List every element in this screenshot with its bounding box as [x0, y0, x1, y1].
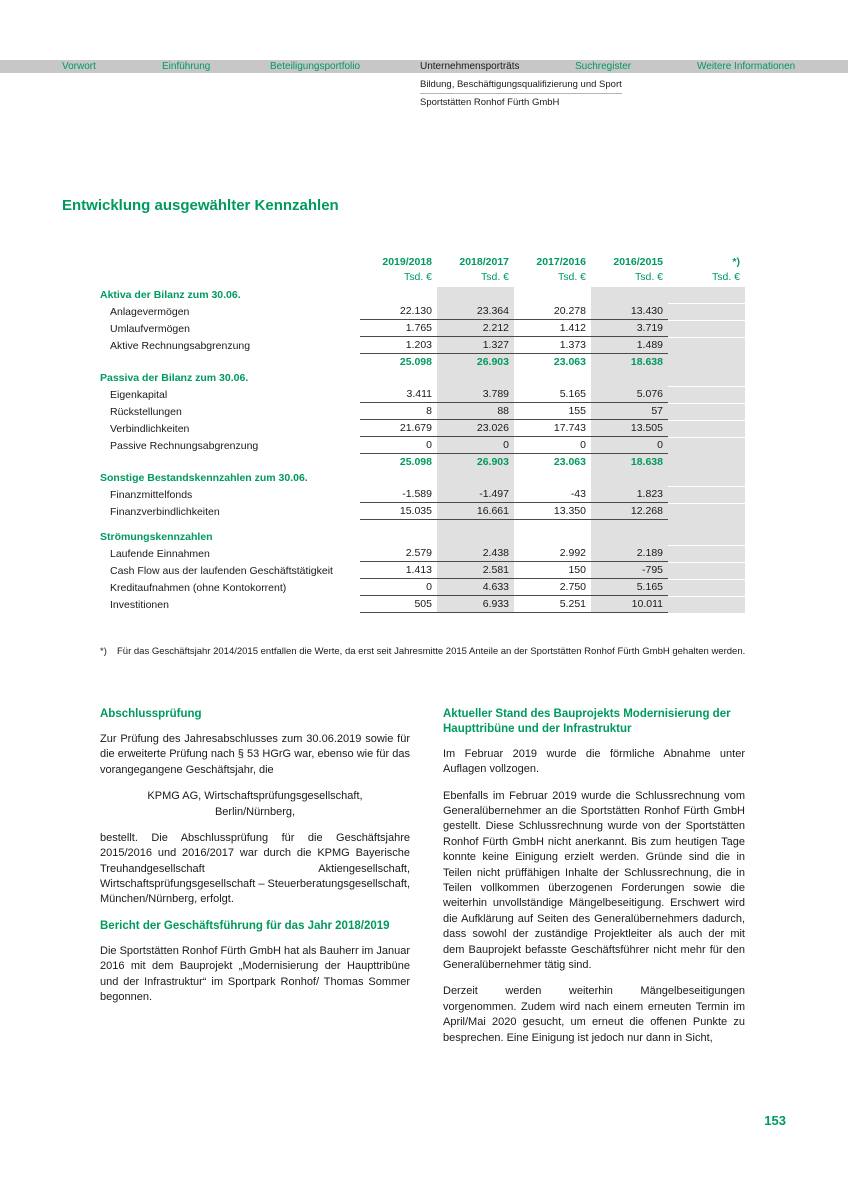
row-value: 5.165 — [591, 579, 668, 596]
heading-abschlusspruefung: Abschlussprüfung — [100, 708, 202, 720]
row-value: 26.903 — [437, 454, 514, 470]
row-value — [591, 370, 668, 386]
row-value: 16.661 — [437, 503, 514, 520]
row-value: 18.638 — [591, 454, 668, 470]
row-value: 88 — [437, 403, 514, 420]
heading-bericht-geschaeftsfuehrung: Bericht der Geschäftsführung für das Jahr 2018/2019 — [100, 919, 390, 932]
row-value — [668, 597, 745, 613]
table-row-item-17 — [100, 562, 745, 579]
row-value — [668, 470, 745, 486]
kennzahlen-table — [100, 254, 745, 613]
nav-item-weitere-informationen[interactable]: Weitere Informationen — [697, 61, 796, 72]
breadcrumb-category: Bildung, Beschäftigungsqualifizierung und Sport — [420, 79, 622, 94]
row-value: 5.076 — [591, 386, 668, 403]
row-value: 21.679 — [360, 420, 437, 437]
table-row-item-18 — [100, 579, 745, 596]
row-value — [437, 287, 514, 303]
table-row-item-19 — [100, 596, 745, 613]
row-value: 23.364 — [437, 303, 514, 320]
row-value: -1.497 — [437, 486, 514, 503]
column-unit-4: Tsd. € — [711, 271, 740, 283]
row-value — [514, 287, 591, 303]
column-year-1: 2018/2017 — [459, 256, 509, 268]
row-value: 4.633 — [437, 579, 514, 596]
row-label: Laufende Einnahmen — [110, 548, 210, 560]
table-row-spacer-14 — [100, 520, 745, 529]
row-value: 1.413 — [360, 562, 437, 579]
row-value: 1.327 — [437, 337, 514, 354]
nav-item-suchregister[interactable]: Suchregister — [575, 61, 632, 72]
row-value — [668, 287, 745, 303]
column-unit-3: Tsd. € — [634, 271, 663, 283]
row-value — [514, 370, 591, 386]
row-value — [360, 529, 437, 545]
row-value — [668, 504, 745, 520]
row-value — [668, 338, 745, 354]
row-label: Finanzmittelfonds — [110, 489, 193, 501]
row-value: 13.505 — [591, 420, 668, 437]
row-value — [437, 470, 514, 486]
row-value: 2.438 — [437, 545, 514, 562]
row-value: 150 — [514, 562, 591, 579]
table-header-units — [100, 269, 745, 287]
table-row-item-3 — [100, 337, 745, 354]
row-value — [668, 421, 745, 437]
row-value: 15.035 — [360, 503, 437, 520]
paragraph-pruefung: Zur Prüfung des Jahresabschlusses zum 30.06.2019 sowie für die erweiterte Prüfung nach § 53 HGrG war, ebenso wie für das vorangegangene Geschäftsjahr, die — [100, 732, 410, 776]
row-value: 25.098 — [399, 456, 432, 468]
row-value: 57 — [591, 403, 668, 420]
row-value: 18.638 — [591, 354, 668, 370]
row-value — [668, 404, 745, 420]
column-year-2: 2017/2016 — [536, 256, 586, 268]
row-value: 0 — [591, 437, 668, 454]
row-value — [360, 370, 437, 386]
row-section-label: Aktiva der Bilanz zum 30.06. — [100, 289, 241, 301]
kpmg-line1: KPMG AG, Wirtschaftsprüfungsgesellschaft, — [147, 790, 363, 803]
nav-item-vorwort[interactable]: Vorwort — [62, 61, 96, 72]
paragraph-maengelbeseitigung: Derzeit werden weiterhin Mängelbeseitigungen vorgenommen. Zudem wird nach einem erneuten Termin im April/Mai 2020 gesucht, um erneut die offenen Punkte zu besprechen. Eine Einigung ist jedoch nur dann in Sicht, — [443, 985, 745, 1044]
table-corner — [100, 255, 360, 269]
table-row-item-7 — [100, 403, 745, 420]
table-corner-units — [100, 274, 360, 287]
row-value — [591, 287, 668, 303]
row-value — [437, 529, 514, 545]
row-value: 23.063 — [553, 356, 586, 368]
row-value: 505 — [360, 596, 437, 613]
row-value: 22.130 — [360, 303, 437, 320]
row-value: 10.011 — [591, 596, 668, 613]
row-value — [668, 304, 745, 320]
row-label — [100, 454, 360, 470]
row-label: Passive Rechnungsabgrenzung — [110, 440, 259, 452]
row-value: 0 — [360, 437, 437, 454]
row-label: Rückstellungen — [110, 406, 182, 418]
table-row-item-1 — [100, 303, 745, 320]
row-value — [668, 387, 745, 403]
row-value: 3.789 — [437, 386, 514, 403]
table-row-section-5 — [100, 370, 745, 386]
body-text-columns — [100, 707, 745, 1057]
row-label — [100, 520, 360, 529]
table-row-section-0 — [100, 287, 745, 303]
row-value — [514, 529, 591, 545]
row-label: Finanzverbindlichkeiten — [110, 506, 220, 518]
column-unit-0: Tsd. € — [403, 271, 432, 283]
row-value: -43 — [514, 486, 591, 503]
row-value: 1.765 — [360, 320, 437, 337]
paragraph-bestellt: bestellt. Die Abschlussprüfung für die Geschäftsjahre 2015/2016 und 2016/2017 war durch die KPMG Bayerische Treuhandgesellschaft Aktiengesellschaft, Wirtschaftsprüfungsgesellschaft – Steuerberatungsgesellschaft, München/Nürnberg, erfolgt. — [100, 831, 410, 906]
nav-item-unternehmensportr-ts[interactable]: Unternehmensporträts — [420, 61, 520, 72]
breadcrumb-company: Sportstätten Ronhof Fürth GmbH — [420, 97, 560, 108]
row-section-label: Sonstige Bestandskennzahlen zum 30.06. — [100, 472, 308, 484]
row-value: 0 — [360, 579, 437, 596]
row-value: 2.581 — [437, 562, 514, 579]
row-value — [514, 470, 591, 486]
row-value — [437, 520, 514, 529]
table-row-item-13 — [100, 503, 745, 520]
paragraph-schlussrechnung: Ebenfalls im Februar 2019 wurde die Schlussrechnung vom Generalübernehmer an die Sportstätten Ronhof Fürth GmbH gestellt. Diese Schlussrechnung wurde von der Sportstätten Ronhof Fürth GmbH nicht anerkannt. Bis zum heutigen Tage konnte keine Einigung erzielt werden. Gründe sind die in Teilen nicht prüffähigen Inhalte der Schlussrechnung, die in Teilen vollkommen überzogenen Forderungen sowie die weiterhin unvollständige Mängelbeseitigung. Erschwert wird die Aufklärung auf Seiten des Generalübernehmers dadurch, dass sowohl der zuständige Projektleiter als auch der mit dem Bauprojekt befasste Geschäftsführer nicht mehr für den Generalübernehmer tätig sind. — [443, 789, 745, 971]
row-value: 1.203 — [360, 337, 437, 354]
row-value: 17.743 — [514, 420, 591, 437]
row-value — [591, 520, 668, 529]
row-value: 23.063 — [553, 456, 586, 468]
row-label: Eigenkapital — [110, 389, 168, 401]
paragraph-bauherr: Die Sportstätten Ronhof Fürth GmbH hat als Bauherr im Januar 2016 mit dem Bauprojekt „Modernisierung der Haupttribüne und der Infrastruktur“ im Sportpark Ronhof/ Thomas Sommer begonnen. — [100, 944, 410, 1003]
row-value — [668, 487, 745, 503]
table-row-item-8 — [100, 420, 745, 437]
row-value — [360, 470, 437, 486]
row-value: 1.412 — [514, 320, 591, 337]
row-value — [437, 370, 514, 386]
row-label: Kreditaufnahmen (ohne Kontokorrent) — [110, 582, 287, 594]
row-value: 3.411 — [360, 386, 437, 403]
table-row-total-10 — [100, 454, 745, 470]
table-row-section-11 — [100, 470, 745, 486]
table-row-item-2 — [100, 320, 745, 337]
row-value — [591, 470, 668, 486]
row-value: 3.719 — [591, 320, 668, 337]
heading-bauprojekt-stand: Aktueller Stand des Bauprojekts Modernisierung der Haupttribüne und der Infrastruktur — [443, 708, 731, 735]
row-value: 8 — [360, 403, 437, 420]
row-value: 1.823 — [591, 486, 668, 503]
row-value — [360, 287, 437, 303]
row-value: 2.750 — [514, 579, 591, 596]
column-year-0: 2019/2018 — [382, 256, 432, 268]
row-label: Umlaufvermögen — [110, 323, 190, 335]
table-footnote — [100, 646, 748, 658]
row-value: 0 — [514, 437, 591, 454]
table-row-item-6 — [100, 386, 745, 403]
row-value: 5.165 — [514, 386, 591, 403]
row-value: 23.026 — [437, 420, 514, 437]
row-value: 0 — [437, 437, 514, 454]
kpmg-line2: Berlin/Nürnberg, — [214, 805, 296, 818]
top-nav-bar — [0, 60, 848, 73]
row-label: Cash Flow aus der laufenden Geschäftstätigkeit — [110, 565, 333, 577]
footnote-marker: *) — [100, 646, 107, 657]
row-value: 2.212 — [437, 320, 514, 337]
paragraph-abnahme: Im Februar 2019 wurde die förmliche Abnahme unter Auflagen vollzogen. — [443, 747, 745, 776]
row-value — [668, 563, 745, 579]
row-value: 1.489 — [591, 337, 668, 354]
row-value — [668, 546, 745, 562]
column-unit-2: Tsd. € — [557, 271, 586, 283]
row-label — [100, 354, 360, 370]
row-value: -795 — [591, 562, 668, 579]
row-value — [668, 580, 745, 596]
nav-item-beteiligungsportfolio[interactable]: Beteiligungsportfolio — [270, 61, 361, 72]
row-value: 13.350 — [514, 503, 591, 520]
right-column — [443, 707, 745, 1057]
footnote-text: Für das Geschäftsjahr 2014/2015 entfallen die Werte, da erst seit Jahresmitte 2015 Anteile an der Sportstätten Ronhof Fürth GmbH gehalten werden. — [117, 646, 746, 657]
section-breadcrumb — [420, 79, 622, 108]
row-value: 2.992 — [514, 545, 591, 562]
page-number: 153 — [764, 1113, 786, 1128]
row-value: 1.373 — [514, 337, 591, 354]
row-section-label: Strömungskennzahlen — [100, 531, 213, 543]
row-value: 2.189 — [591, 545, 668, 562]
nav-item-einf-hrung[interactable]: Einführung — [162, 61, 211, 72]
row-value: 2.579 — [360, 545, 437, 562]
row-value: 25.098 — [399, 356, 432, 368]
row-value — [591, 529, 668, 545]
row-value: -1.589 — [360, 486, 437, 503]
row-value — [668, 529, 745, 545]
row-value: 6.933 — [437, 596, 514, 613]
table-row-section-15 — [100, 529, 745, 545]
row-value — [668, 354, 745, 370]
row-label: Anlagevermögen — [110, 306, 190, 318]
table-row-item-9 — [100, 437, 745, 454]
row-value — [668, 454, 745, 470]
left-column — [100, 707, 410, 1016]
row-section-label: Passiva der Bilanz zum 30.06. — [100, 372, 249, 384]
row-value — [668, 370, 745, 386]
table-row-total-4 — [100, 354, 745, 370]
page-title: Entwicklung ausgewählter Kennzahlen — [62, 197, 339, 214]
row-value: 13.430 — [591, 303, 668, 320]
row-label: Verbindlichkeiten — [110, 423, 190, 435]
row-value: 26.903 — [437, 354, 514, 370]
row-value: 5.251 — [514, 596, 591, 613]
column-year-4: *) — [732, 256, 740, 268]
row-value: 12.268 — [591, 503, 668, 520]
row-value — [360, 520, 437, 529]
table-row-item-12 — [100, 486, 745, 503]
row-value — [668, 520, 745, 529]
row-value — [668, 438, 745, 454]
column-unit-1: Tsd. € — [480, 271, 509, 283]
row-value: 20.278 — [514, 303, 591, 320]
row-label: Investitionen — [110, 599, 169, 611]
row-value — [668, 321, 745, 337]
row-value — [514, 520, 591, 529]
table-row-item-16 — [100, 545, 745, 562]
column-year-3: 2016/2015 — [613, 256, 663, 268]
row-label: Aktive Rechnungsabgrenzung — [110, 340, 251, 352]
row-value: 155 — [514, 403, 591, 420]
table-header-years — [100, 254, 745, 269]
